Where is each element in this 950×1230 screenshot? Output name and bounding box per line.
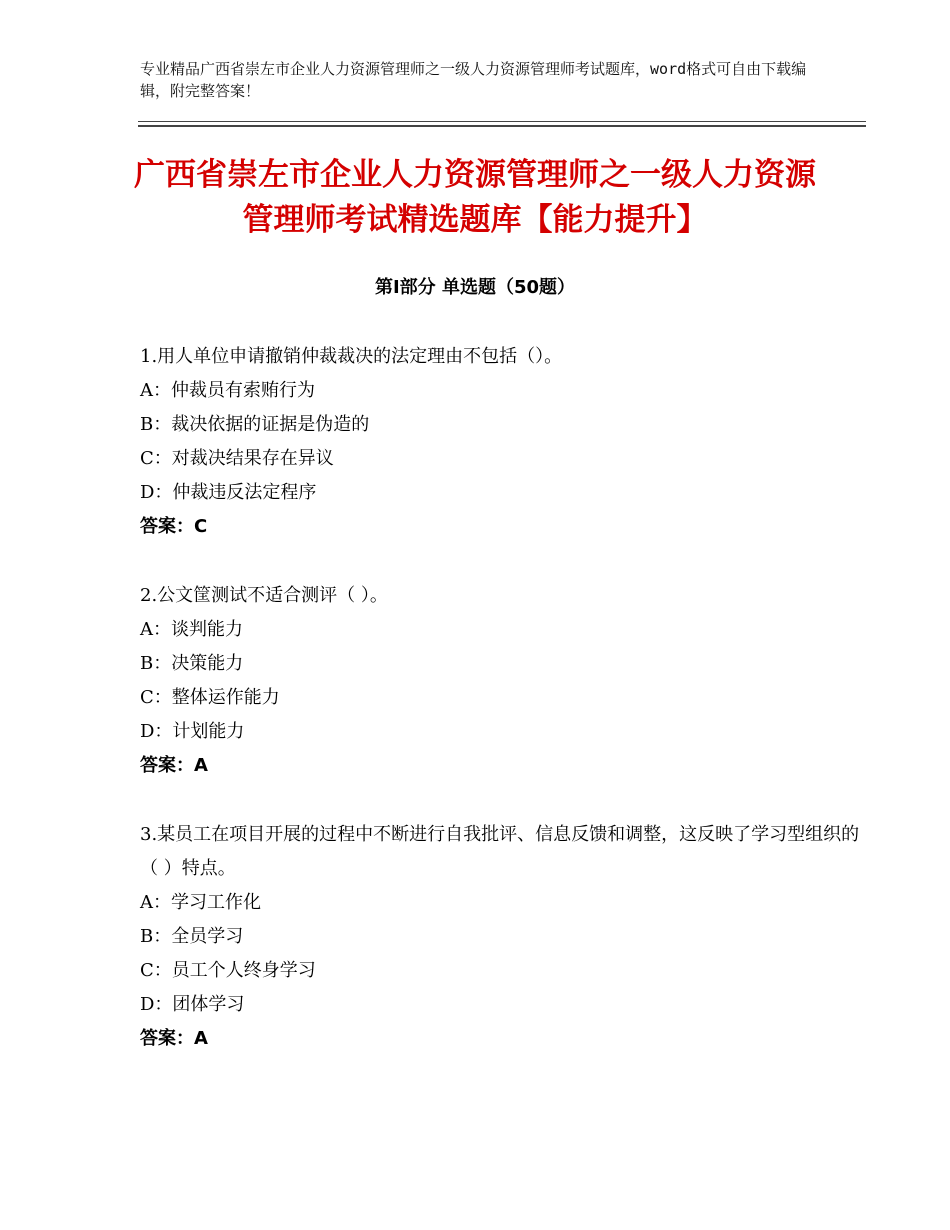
option-b: B：裁决依据的证据是伪造的: [140, 414, 370, 435]
option-b: B：全员学习: [140, 926, 244, 947]
document-title: 广西省崇左市企业人力资源管理师之一级人力资源管理师考试精选题库【能力提升】: [134, 157, 816, 238]
answer: 答案：C: [140, 516, 208, 537]
answer: 答案：A: [140, 755, 208, 776]
question-block-2: [140, 579, 860, 783]
option-c: C：整体运作能力: [140, 687, 280, 708]
question-text: 1.用人单位申请撤销仲裁裁决的法定理由不包括（）。: [140, 346, 563, 367]
option-d: D：团体学习: [140, 994, 245, 1015]
header-note: 专业精品广西省崇左市企业人力资源管理师之一级人力资源管理师考试题库，word格式可自由下载编辑，附完整答案！: [140, 60, 807, 100]
section-title: 第Ⅰ部分 单选题（50题）: [374, 277, 575, 298]
option-c: C：对裁决结果存在异议: [140, 448, 334, 469]
option-d: D：仲裁违反法定程序: [140, 482, 317, 503]
option-a: A：仲裁员有索贿行为: [140, 380, 315, 401]
header-rule-thin: [138, 121, 866, 122]
option-d: D：计划能力: [140, 721, 245, 742]
question-text: 3.某员工在项目开展的过程中不断进行自我批评、信息反馈和调整，这反映了学习型组织的（ ）特点。: [140, 824, 860, 879]
question-block-3: [140, 818, 860, 1056]
option-c: C：员工个人终身学习: [140, 960, 316, 981]
option-a: A：学习工作化: [140, 892, 261, 913]
answer: 答案：A: [140, 1028, 208, 1049]
header-rule-thick: [138, 125, 866, 127]
option-a: A：谈判能力: [140, 619, 243, 640]
option-b: B：决策能力: [140, 653, 244, 674]
question-block-1: [140, 340, 860, 544]
question-text: 2.公文筐测试不适合测评（ ）。: [140, 585, 388, 606]
